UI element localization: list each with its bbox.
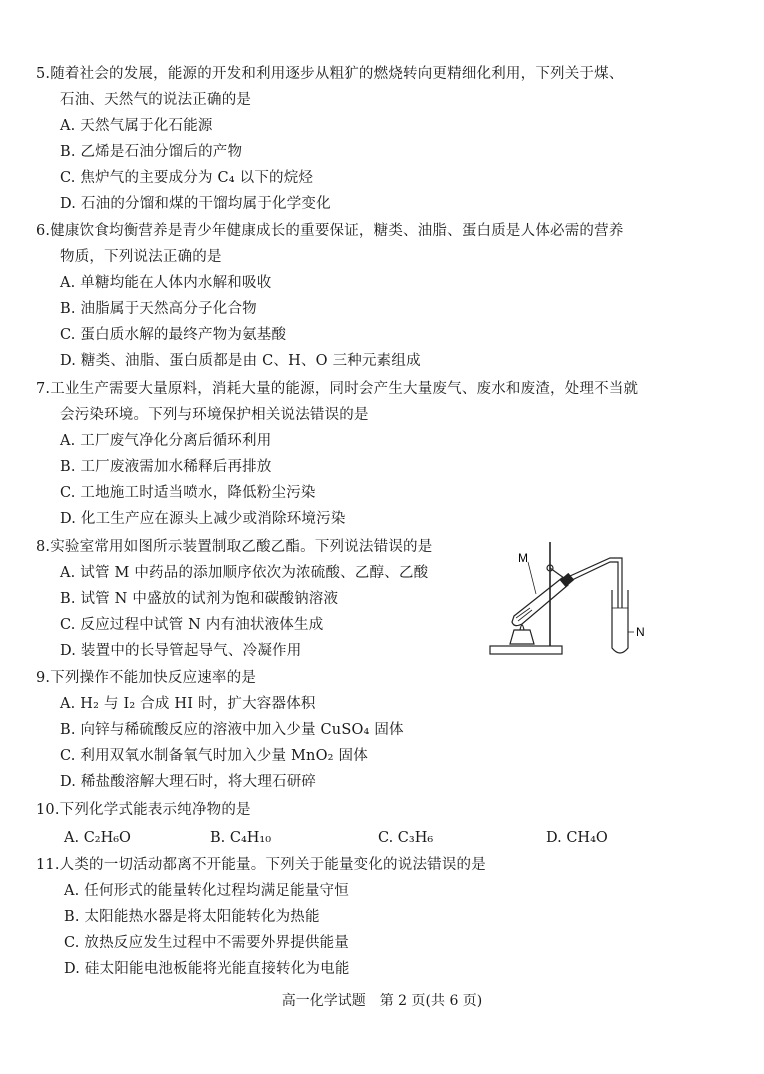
question-5-option-b: B. 乙烯是石油分馏后的产物 xyxy=(60,144,243,160)
question-11-option-b: B. 太阳能热水器是将太阳能转化为热能 xyxy=(64,909,320,925)
question-9-option-b: B. 向锌与稀硫酸反应的溶液中加入少量 CuSO₄ 固体 xyxy=(60,722,404,738)
question-8-stem: 8.实验室常用如图所示装置制取乙酸乙酯。下列说法错误的是 xyxy=(36,539,433,555)
question-6-option-c: C. 蛋白质水解的最终产物为氨基酸 xyxy=(60,327,287,343)
question-9-stem: 9.下列操作不能加快反应速率的是 xyxy=(36,670,257,686)
question-5-option-d: D. 石油的分馏和煤的干馏均属于化学变化 xyxy=(60,196,331,212)
question-6-option-a: A. 单糖均能在人体内水解和吸收 xyxy=(60,275,272,291)
question-7-option-a: A. 工厂废气净化分离后循环利用 xyxy=(60,433,272,449)
question-8-option-c: C. 反应过程中试管 N 内有油状液体生成 xyxy=(60,617,324,633)
ester-apparatus-figure xyxy=(486,538,656,662)
question-9-option-c: C. 利用双氧水制备氧气时加入少量 MnO₂ 固体 xyxy=(60,748,368,764)
label-m: M xyxy=(518,551,528,565)
question-11-stem: 11.人类的一切活动都离不开能量。下列关于能量变化的说法错误的是 xyxy=(36,857,486,873)
question-10-option-b: B. C₄H₁₀ xyxy=(210,830,272,846)
burner-flame xyxy=(520,625,524,630)
alcohol-burner xyxy=(510,630,534,644)
question-6-stem-line-1: 6.健康饮食均衡营养是青少年健康成长的重要保证，糖类、油脂、蛋白质是人体必需的营养 xyxy=(36,223,624,239)
question-5-stem-line-2: 石油、天然气的说法正确的是 xyxy=(60,92,252,108)
question-5-option-c: C. 焦炉气的主要成分为 C₄ 以下的烷烃 xyxy=(60,170,314,186)
question-10-option-d: D. CH₄O xyxy=(546,830,608,846)
question-5-stem-line-1: 5.随着社会的发展，能源的开发和利用逐步从粗犷的燃烧转向更精细化利用，下列关于煤、 xyxy=(36,66,624,82)
question-7-option-b: B. 工厂废液需加水稀释后再排放 xyxy=(60,459,272,475)
question-10-stem: 10.下列化学式能表示纯净物的是 xyxy=(36,802,251,818)
stand-base xyxy=(490,646,562,654)
question-6-option-b: B. 油脂属于天然高分子化合物 xyxy=(60,301,257,317)
question-5-option-a: A. 天然气属于化石能源 xyxy=(60,118,213,134)
question-8-option-d: D. 装置中的长导管起导气、冷凝作用 xyxy=(60,643,302,659)
page-footer: 高一化学试题 第 2 页(共 6 页) xyxy=(281,993,483,1009)
question-7-stem-line-1: 7.工业生产需要大量原料，消耗大量的能源，同时会产生大量废气、废水和废渣，处理不当就 xyxy=(36,381,639,397)
question-11-option-a: A. 任何形式的能量转化过程均满足能量守恒 xyxy=(64,883,349,899)
question-9-option-d: D. 稀盐酸溶解大理石时，将大理石研碎 xyxy=(60,774,317,790)
question-8-option-b: B. 试管 N 中盛放的试剂为饱和碳酸钠溶液 xyxy=(60,591,339,607)
long-delivery-tube xyxy=(570,558,622,608)
question-7-option-d: D. 化工生产应在源头上减少或消除环境污染 xyxy=(60,511,346,527)
test-tube-n xyxy=(612,590,628,653)
question-10-option-a: A. C₂H₆O xyxy=(64,830,131,846)
question-6-option-d: D. 糖类、油脂、蛋白质都是由 C、H、O 三种元素组成 xyxy=(60,353,421,369)
question-7-option-c: C. 工地施工时适当喷水，降低粉尘污染 xyxy=(60,485,316,501)
question-10-option-c: C. C₃H₆ xyxy=(378,830,434,846)
label-n: N xyxy=(636,625,645,639)
question-8-option-a: A. 试管 M 中药品的添加顺序依次为浓硫酸、乙醇、乙酸 xyxy=(60,565,429,581)
question-9-option-a: A. H₂ 与 I₂ 合成 HI 时，扩大容器体积 xyxy=(60,696,316,712)
question-7-stem-line-2: 会污染环境。下列与环境保护相关说法错误的是 xyxy=(60,407,369,423)
test-tube-m xyxy=(512,578,568,626)
question-11-option-c: C. 放热反应发生过程中不需要外界提供能量 xyxy=(64,935,349,951)
question-6-stem-line-2: 物质，下列说法正确的是 xyxy=(60,249,222,265)
question-11-option-d: D. 硅太阳能电池板能将光能直接转化为电能 xyxy=(64,961,350,977)
